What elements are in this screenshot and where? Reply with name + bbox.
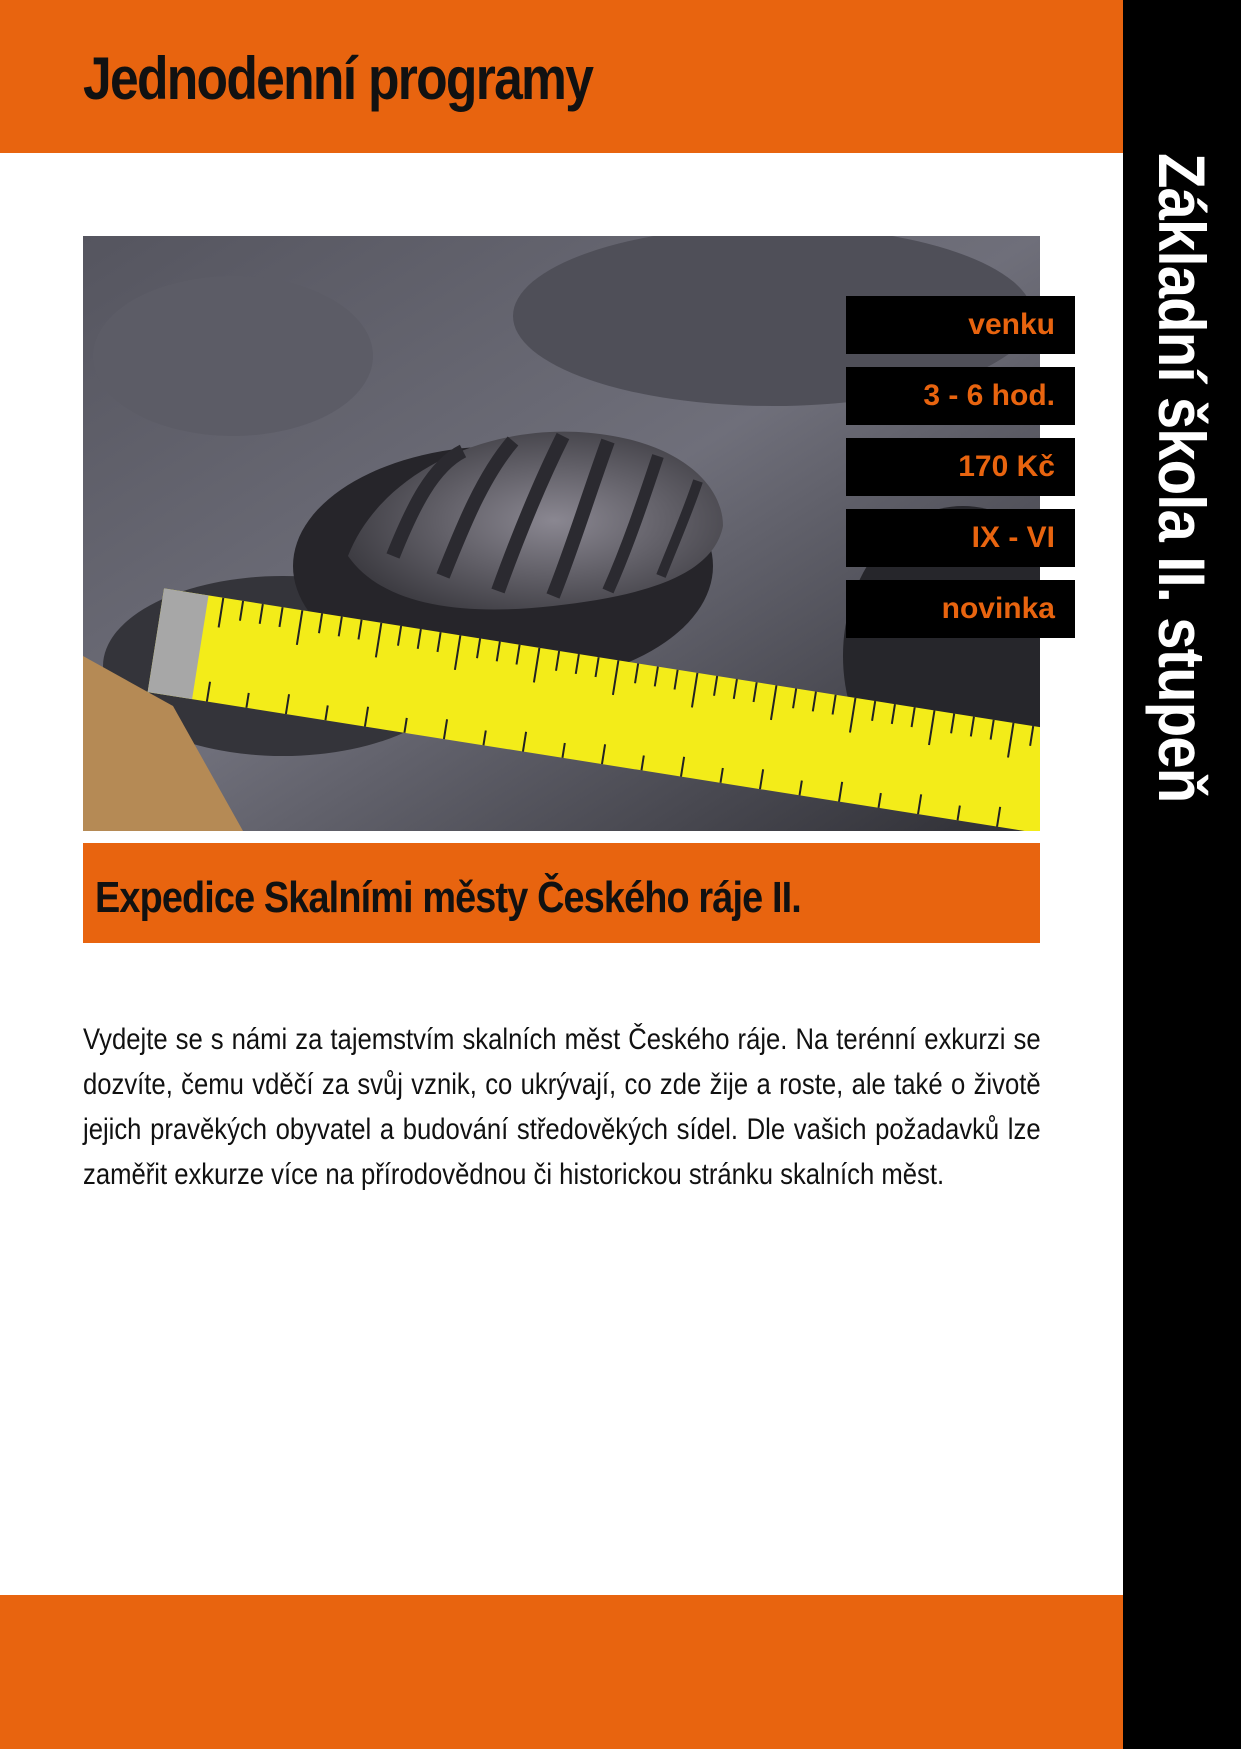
tag-location: venku (846, 296, 1075, 354)
program-description: Vydejte se s námi za tajemstvím skalních měst Českého ráje. Na terénní exkurzi se dozvíte, čemu vděčí za svůj vznik, co ukrývají, co zde žije a roste, ale také o životě jejich pravěkých obyvatel a budování středověkých sídel. Dle vašich požadavků lze zaměřit exkurze více na přírodovědnou či historickou stránku skalních měst. (83, 1023, 1041, 1191)
tag-season: IX - VI (846, 509, 1075, 567)
header-band (0, 0, 1123, 153)
program-title-band (83, 843, 1040, 943)
sidebar-label: Základní škola II. stupeň (1145, 153, 1219, 803)
page-title: Jednodenní programy (83, 45, 593, 112)
footer-band (0, 1595, 1123, 1749)
program-title: Expedice Skalními městy Českého ráje II. (95, 873, 801, 922)
tag-duration: 3 - 6 hod. (846, 367, 1075, 425)
tag-new: novinka (846, 580, 1075, 638)
tag-price: 170 Kč (846, 438, 1075, 496)
